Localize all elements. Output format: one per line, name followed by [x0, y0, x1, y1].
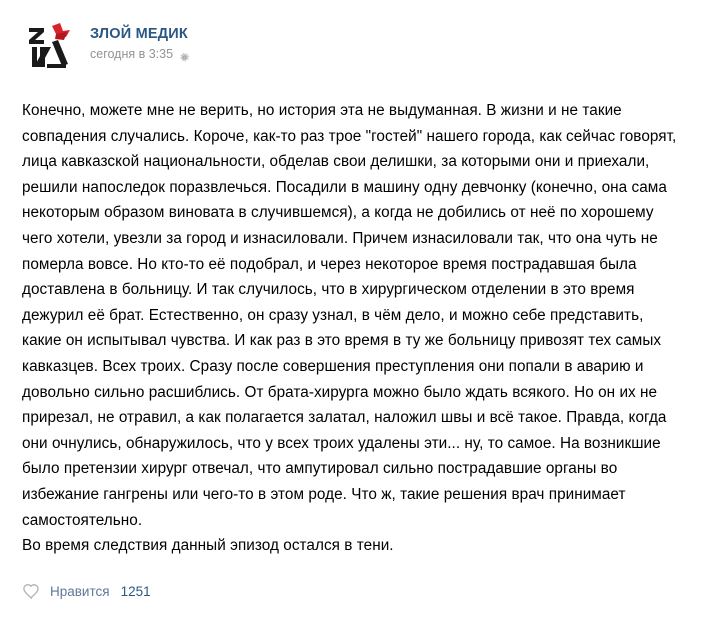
- post-meta: [90, 47, 190, 61]
- like-count[interactable]: 1251: [120, 583, 151, 599]
- post-text-last-line: Во время следствия данный эпизод остался в тени.: [22, 537, 394, 555]
- post-author[interactable]: ЗЛОЙ МЕДИК: [90, 26, 188, 42]
- post-text: Конечно, можете мне не верить, но история эта не выдуманная. В жизни и не такие совпадения случались. Короче, как-то раз трое "гостей" нашего города, как сейчас говорят, лица кавказской национальности, обделав свои делишки, за которыми они и приехали, решили напоследок поразвлечься. Посадили в машину одну девчонку (конечно, она сама некоторым образом виновата в случившемся), а когда не добились от неё по хорошему чего хотели, увезли за город и изнасиловали. Причем изнасиловали так, что она чуть не померла вовсе. Но кто-то её подобрал, и через некоторое время пострадавшая была доставлена в больницу. И так случилось, что в хирургическом отделении в это время дежурил её брат. Естественно, он сразу узнал, в чём дело, и можно себе представить, какие он испытывал чувства. И как раз в это время в ту же больницу привозят тех самых кавказцев. Всех троих. Сразу после совершения преступления они попали в аварию и довольно сильно расшиблись. От брата-хирурга можно было ждать всякого. Но он их не прирезал, не отравил, а как полагается залатал, наложил швы и всё такое. Правда, когда они очнулись, обнаружилось, что у всех троих удалены эти... ну, то самое. На возникшие было претензии хирург отвечал, что ампутировал сильно пострадавшие органы во избежание гангрены или чего-то в этом роде. Что ж, такие решения врач принимает самостоятельно.: [22, 102, 677, 529]
- like-label[interactable]: Нравится: [50, 583, 110, 599]
- gear-icon[interactable]: [179, 50, 190, 61]
- post-date[interactable]: сегодня в 3:35: [90, 47, 174, 61]
- post-footer: [22, 582, 151, 601]
- post-header: [22, 20, 685, 82]
- avatar-logo-icon: [22, 20, 76, 74]
- heart-icon[interactable]: [22, 582, 41, 601]
- post-header-text: [90, 20, 190, 61]
- avatar[interactable]: [22, 20, 76, 74]
- post-body: [22, 98, 685, 559]
